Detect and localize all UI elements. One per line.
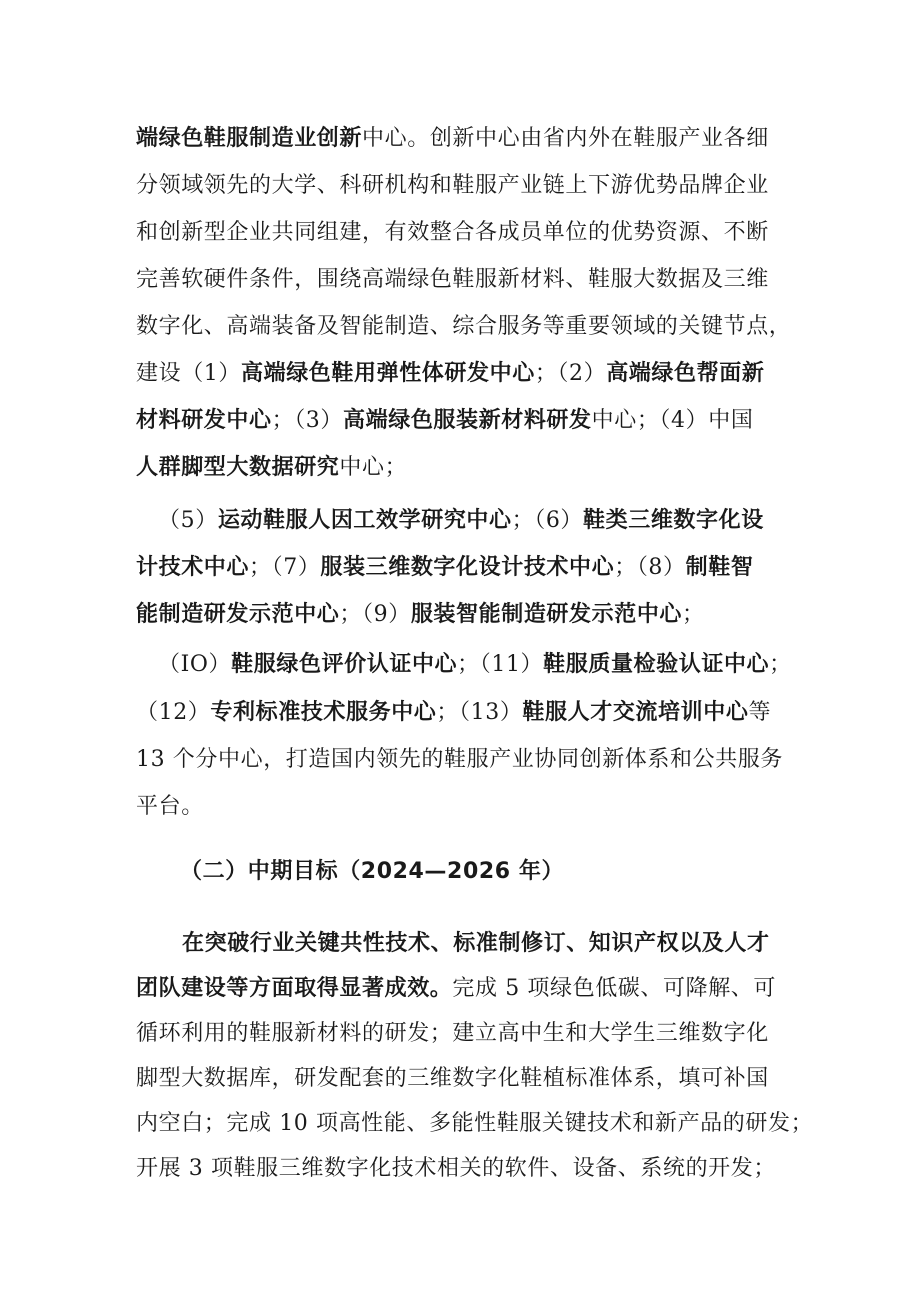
para1-line-13	[136, 693, 771, 733]
text: ；（6）	[511, 508, 584, 533]
text: 等	[748, 700, 772, 725]
para1-line-3: 和创新型企业共同组建，有效整合各成员单位的优势资源、不断	[136, 220, 769, 245]
bold-text: 端绿色鞋服制造业创新	[136, 126, 363, 151]
text: ；	[682, 602, 705, 627]
para2-line-6: 开展 3 项鞋服三维数字化技术相关的软件、设备、系统的开发；	[136, 1156, 776, 1181]
text: ；（9）	[339, 602, 411, 627]
para1-line-15: 平台。	[136, 794, 204, 819]
text: 中心；	[339, 455, 408, 480]
bold-text: 鞋服人才交流培训中心	[522, 700, 749, 725]
para2-line-4: 脚型大数据库，研发配套的三维数字化鞋植标准体系，填可补国	[136, 1066, 769, 1091]
para1-line-4: 完善软硬件条件，围绕高端绿色鞋服新材料、鞋服大数据及三维	[136, 267, 769, 292]
para2-line-1: 在突破行业关键共性技术、标准制修订、知识产权以及人才	[182, 931, 770, 956]
text: ；（7）	[249, 555, 321, 580]
para1-line-1	[136, 119, 769, 159]
bold-text: 高端绿色鞋用弹性体研发中心	[241, 361, 535, 386]
bold-text: 鞋服质量检验认证中心	[543, 652, 770, 677]
bold-text: 鞋服绿色评价认证中心	[231, 652, 458, 677]
bold-text: 团队建设等方面取得显著成效。	[136, 976, 453, 1001]
para1-line-11	[136, 595, 705, 635]
para1-line-10	[136, 548, 753, 588]
bold-text: 服装智能制造研发示范中心	[410, 602, 683, 627]
section-heading: （二）中期目标（2024—2026 年）	[180, 859, 565, 884]
text: 中心；（4）中国	[591, 408, 754, 433]
text: ；（11）	[457, 652, 544, 677]
text: 建设（1）	[136, 361, 241, 386]
text: ；	[769, 652, 792, 677]
bold-text: 人群脚型大数据研究	[136, 455, 340, 480]
text: 完成 5 项绿色低碳、可降解、可	[452, 976, 776, 1001]
para2-line-3: 循环利用的鞋服新材料的研发；建立高中生和大学生三维数字化	[136, 1021, 769, 1046]
bold-text: 高端绿色服装新材料研发	[343, 408, 592, 433]
para1-line-2: 分领域领先的大学、科研机构和鞋服产业链上下游优势品牌企业	[136, 173, 769, 198]
text: ；（2）	[534, 361, 607, 386]
para1-line-9	[158, 501, 764, 541]
para1-line-6	[136, 354, 764, 394]
text: （5）	[158, 508, 218, 533]
para1-line-12	[158, 645, 792, 685]
bold-text: 服装三维数字化设计技术中心	[320, 555, 615, 580]
text: （12）	[136, 700, 211, 725]
para2-line-5: 内空白；完成 10 项高性能、多能性鞋服关键技术和新产品的研发；	[136, 1111, 814, 1136]
para1-line-7	[136, 401, 753, 441]
bold-text: 能制造研发示范中心	[136, 602, 340, 627]
text: ；（3）	[271, 408, 344, 433]
text: 中心。创新中心由省内外在鞋服产业各细	[362, 126, 769, 151]
para1-line-5: 数字化、高端装备及智能制造、综合服务等重要领域的关键节点，	[136, 314, 792, 339]
bold-text: 专利标准技术服务中心	[210, 700, 437, 725]
bold-text: 制鞋智	[685, 555, 754, 580]
para2-line-2	[136, 969, 776, 1009]
bold-text: 材料研发中心	[136, 408, 272, 433]
text: ；（8）	[614, 555, 686, 580]
text: （IO）	[158, 652, 232, 677]
bold-text: 高端绿色帮面新	[606, 361, 765, 386]
bold-text: 计技术中心	[136, 555, 250, 580]
para1-line-14: 13 个分中心，打造国内领先的鞋服产业协同创新体系和公共服务	[136, 747, 783, 772]
para1-line-8	[136, 448, 407, 488]
bold-text: 鞋类三维数字化设	[583, 508, 764, 533]
bold-text: 运动鞋服人因工效学研究中心	[217, 508, 512, 533]
text: ；（13）	[436, 700, 523, 725]
